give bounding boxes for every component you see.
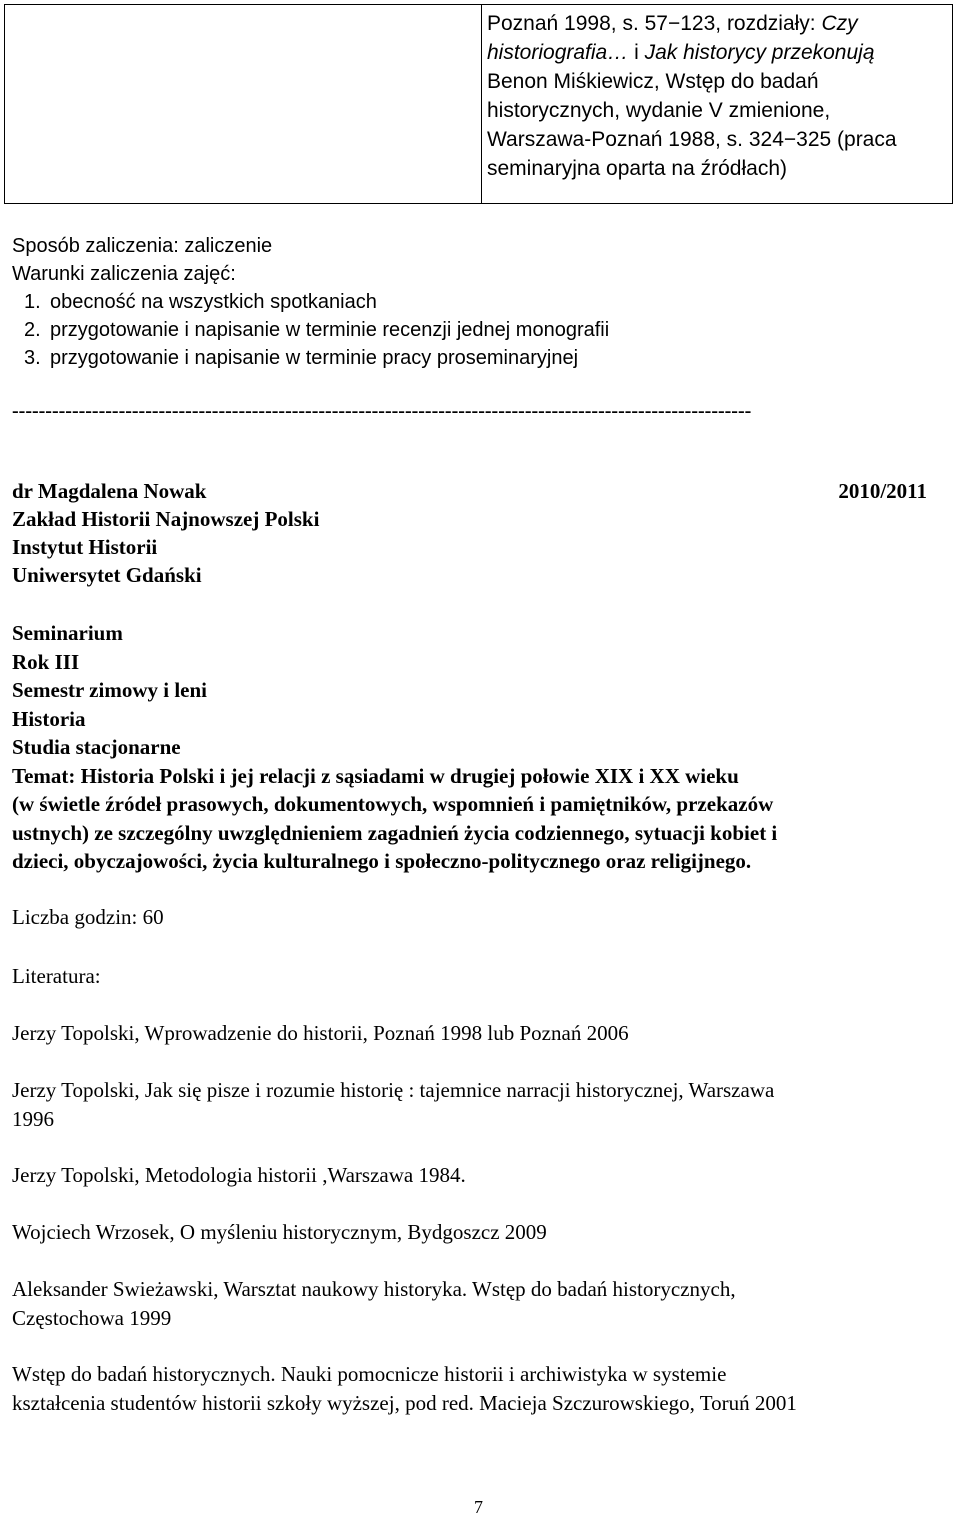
source-text: historycznych, wydanie V zmienione, [487, 99, 831, 122]
list-number: 2. [24, 319, 41, 341]
conditions-title: Warunki zaliczenia zajęć: [12, 263, 236, 285]
topic-line: ustnych) ze szczególny uwzględnieniem zagadnień życia codziennego, sytuacji kobiet i [12, 820, 778, 845]
literature-line: Jerzy Topolski, Jak się pisze i rozumie historię : tajemnice narracji historycznej, Warszawa [12, 1078, 775, 1102]
literature-line: Jerzy Topolski, Metodologia historii ,Warszawa 1984. [12, 1163, 466, 1187]
source-title: historiografia… [487, 41, 629, 64]
study-year: Rok III [12, 649, 80, 674]
source-text: i [628, 41, 645, 64]
topic-line: Temat: Historia Polski i jej relacji z sąsiadami w drugiej połowie XIX i XX wieku [12, 763, 739, 788]
literature-line: Jerzy Topolski, Wprowadzenie do historii, Poznań 1998 lub Poznań 2006 [12, 1021, 629, 1045]
literature-title: Literatura: [12, 964, 101, 988]
page-number: 7 [474, 1497, 483, 1517]
source-title: Jak historycy przekonują [644, 41, 875, 64]
list-item [12, 316, 609, 344]
assessment-section [12, 232, 609, 372]
literature-line: kształcenia studentów historii szkoły wyższej, pod red. Macieja Szczurowskiego, Toruń 2001 [12, 1391, 797, 1415]
course-type: Seminarium [12, 621, 123, 645]
list-text: przygotowanie i napisanie w terminie pracy proseminaryjnej [50, 347, 579, 369]
literature-item [12, 1076, 947, 1134]
table-cell-sources [487, 9, 947, 183]
list-number: 1. [24, 291, 41, 313]
literature-line: Aleksander Swieżawski, Warsztat naukowy historyka. Wstęp do badań historycznych, [12, 1277, 736, 1301]
course-hours: Liczba godzin: 60 [12, 905, 164, 929]
institute: Instytut Historii [12, 535, 158, 559]
topic-line: dzieci, obyczajowości, życia kulturalnego i społeczno-politycznego oraz religijnego. [12, 849, 752, 873]
table-column-divider [481, 5, 482, 203]
department: Zakład Historii Najnowszej Polski [12, 507, 320, 531]
literature-item [12, 1360, 947, 1418]
literature-item [12, 1218, 947, 1247]
source-text: Poznań 1998, s. 57−123, rozdziały: [487, 12, 822, 35]
literature-line: Wstęp do badań historycznych. Nauki pomocnicze historii i archiwistyka w systemie [12, 1362, 727, 1386]
literature-item [12, 1275, 947, 1333]
list-item [12, 288, 609, 316]
source-text: seminaryjna oparta na źródłach) [487, 157, 787, 180]
source-text: Benon Miśkiewicz, Wstęp do badań [487, 70, 819, 93]
separator-line: --------------------------------------------------------------------------------------------------------------- [12, 400, 752, 422]
literature-item [12, 1019, 947, 1048]
list-text: przygotowanie i napisanie w terminie recenzji jednej monografii [50, 319, 610, 341]
academic-year: 2010/2011 [838, 479, 927, 503]
literature-item [12, 1161, 947, 1190]
topic-line: (w świetle źródeł prasowych, dokumentowych, wspomnień i pamiętników, przekazów [12, 792, 774, 816]
literature-line: 1996 [12, 1107, 54, 1131]
course-header [12, 477, 927, 589]
list-number: 3. [24, 347, 41, 369]
university: Uniwersytet Gdański [12, 563, 202, 587]
semester: Semestr zimowy i leni [12, 678, 207, 702]
assessment-method: Sposób zaliczenia: zaliczenie [12, 235, 273, 257]
field-of-study: Historia [12, 706, 86, 731]
source-title: Czy [821, 12, 858, 35]
bibliography-table [4, 4, 953, 204]
list-item [12, 344, 609, 372]
literature-line: Częstochowa 1999 [12, 1306, 172, 1330]
course-details [12, 619, 947, 876]
list-text: obecność na wszystkich spotkaniach [50, 291, 377, 313]
study-mode: Studia stacjonarne [12, 735, 181, 759]
literature-line: Wojciech Wrzosek, O myśleniu historycznym, Bydgoszcz 2009 [12, 1220, 547, 1244]
source-text: Warszawa-Poznań 1988, s. 324−325 (praca [487, 128, 897, 151]
teacher-name: dr Magdalena Nowak [12, 479, 207, 503]
